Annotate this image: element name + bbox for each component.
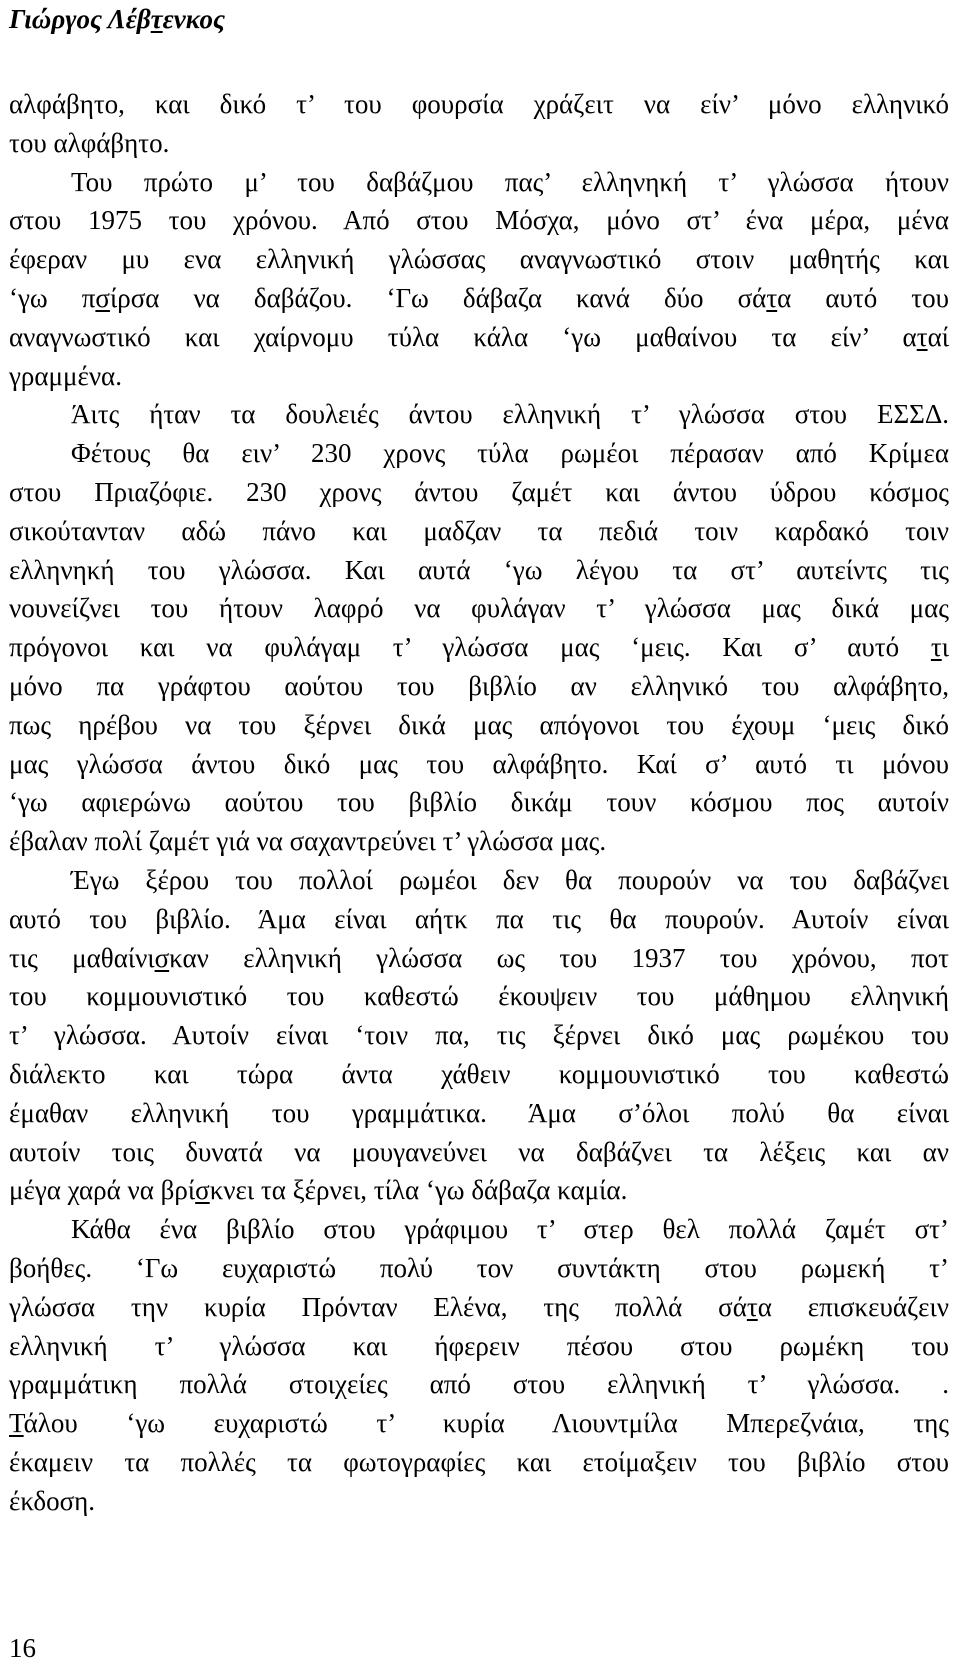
text-segment: άλου ‘γω ευχαριστώ τ’ κυρία Λιουντμίλα Μπερεζνάια, της bbox=[23, 1408, 949, 1439]
text-line bbox=[9, 318, 949, 357]
text-segment: αίρνομυ τύλα κάλα ‘γω μαθαίνου τα είν’ α bbox=[265, 321, 917, 352]
text-line: Κάθα ένα βιβλίο στου γράφιμου τ’ στερ θελ πολλά ζαμέτ στ’ bbox=[71, 1214, 949, 1245]
text-line: μόνο πα γράφτου αούτου του βιβλίο αν ελληνικό του αλφάβητο, bbox=[9, 670, 949, 701]
text-line: έφεραν μυ ενα ελληνική γλώσσας αναγνωστικό στοιν μαθητής και bbox=[9, 244, 949, 275]
text-line: ελληνηκή του γλώσσα. Και αυτά ‘γω λέγου τα στ’ αυτείντς τις bbox=[9, 554, 949, 585]
text-segment: ίρσα να δαβάζου. ‘Γω δάβαζα κανά δύο σά bbox=[109, 282, 767, 313]
text-line: έβαλαν πολί ζαμέτ γιά να σαχαντρεύνει τ’ γλώσσα μας. bbox=[9, 826, 607, 857]
underlined-letter: σ bbox=[154, 942, 170, 973]
author-name-underlined-letter: τ bbox=[150, 4, 163, 34]
text-segment: α αυτό του bbox=[777, 282, 950, 313]
text-line: νουνείζνει του ήτουν λαφρό να φυλάγαν τ’ γλώσσα μας δικά μας bbox=[9, 593, 949, 624]
underlined-letter: τ bbox=[746, 1291, 758, 1322]
text-line bbox=[9, 279, 949, 318]
text-line: στου 1975 του χρόνου. Από στου Μόσχα, μόνο στ’ ένα μέρα, μένα bbox=[9, 205, 949, 236]
text-segment: τις μαθαίνι bbox=[9, 942, 155, 973]
text-line: διάλεκτο και τώρα άντα χάθειν κομμουνιστικό του καθεστώ bbox=[9, 1058, 949, 1089]
text-segment: κνει τα ξέρνει, τίλα ‘γω δάβαζα καμία. bbox=[209, 1175, 628, 1206]
text-line bbox=[9, 939, 949, 978]
text-line: Άιτς ήταν τα δουλειές άντου ελληνική τ’ γλώσσα στου ΕΣΣΔ. bbox=[71, 399, 949, 430]
author-name-part: ενκος bbox=[162, 4, 226, 34]
text-line: γραμμένα. bbox=[9, 360, 122, 391]
text-line: ‘γω αφιερώνω αούτου του βιβλίο δικάμ τουν κόσμου πος αυτοίν bbox=[9, 787, 949, 818]
running-header-author bbox=[9, 2, 225, 36]
underlined-letter: τ bbox=[930, 632, 942, 663]
text-line: τ’ γλώσσα. Αυτοίν είναι ‘τοιν πα, τις ξέρνει δικό μας ρωμέκου του bbox=[9, 1020, 949, 1051]
text-line: Έγω ξέρου του πολλοί ρωμέοι δεν θα πουρούν να του δαβάζνει bbox=[71, 864, 949, 895]
text-line: σικούτανταν αδώ πάνο και μαδζαν τα πεδιά τοιν καρδακό τοιν bbox=[9, 515, 949, 546]
text-line: μας γλώσσα άντου δικό μας του αλφάβητο. Καί σ’ αυτό τι μόνου bbox=[9, 748, 949, 779]
text-line bbox=[9, 1288, 949, 1327]
text-line: ελληνική τ’ γλώσσα και ήφερειν πέσου στου ρωμέκη του bbox=[9, 1330, 949, 1361]
text-line: έκαμειν τα πολλές τα φωτογραφίες και ετοίμαξειν του βιβλίο στου bbox=[9, 1446, 949, 1477]
text-line: έκδοση. bbox=[9, 1485, 95, 1516]
author-name-part: Γιώργος Λέβ bbox=[9, 4, 151, 34]
text-segment: πρόγονοι και να φυλάγαμ τ’ γλώσσα μας ‘μεις. Και σ’ αυτό bbox=[9, 632, 931, 663]
text-line: πως ηρέβου να του ξέρνει δικά μας απόγονοι του έχουμ ‘μεις δικό bbox=[9, 709, 949, 740]
text-line: στου Πριαζόφιε. 230 χρονς άντου ζαμέτ και άντου ύδρου κόσμος bbox=[9, 476, 949, 507]
text-line: αλφάβητο, και δικό τ’ του φουρσία χράζειτ να είν’ μόνο ελληνικό bbox=[9, 89, 949, 119]
underlined-letter: τ bbox=[916, 321, 928, 352]
text-line: του κομμουνιστικό του καθεστώ έκουψειν του μάθημου ελληνική bbox=[9, 981, 949, 1012]
page-number: 16 bbox=[9, 1633, 36, 1663]
text-segment: καν ελληνική γλώσσα ως του 1937 του χρόνου, ποτ bbox=[169, 942, 949, 973]
body-text bbox=[9, 85, 949, 1520]
text-segment: γλώσσα την κυρία Πρόνταν Ελένα, της πολλά σά bbox=[9, 1291, 747, 1322]
text-line: αυτοίν τοις δυνατά να μουγανεύνει να δαβάζνει τα λέξεις και αν bbox=[9, 1136, 949, 1167]
underlined-letter: χ bbox=[253, 321, 266, 352]
underlined-letter: Τ bbox=[9, 1408, 24, 1439]
text-segment: αί bbox=[927, 321, 949, 352]
underlined-letter: τ bbox=[766, 282, 778, 313]
text-segment: μέγα χαρά να βρί bbox=[9, 1175, 196, 1206]
underlined-letter: σ bbox=[195, 1175, 210, 1206]
text-line: βοήθες. ‘Γω ευχαριστώ πολύ τον συντάκτη στου ρωμεκή τ’ bbox=[9, 1252, 949, 1283]
text-line bbox=[9, 1171, 949, 1210]
text-line: γραμμάτικη πολλά στοιχείες από στου ελληνική τ’ γλώσσα. . bbox=[9, 1369, 949, 1400]
text-segment: α επισκευάζειν bbox=[757, 1291, 949, 1322]
text-line: έμαθαν ελληνική του γραμμάτικα. Άμα σ’όλοι πολύ θα είναι bbox=[9, 1097, 949, 1128]
text-line bbox=[9, 628, 949, 667]
text-segment: ι bbox=[941, 632, 949, 663]
text-segment: ‘γω π bbox=[9, 282, 96, 313]
text-line: Φέτους θα ειν’ 230 χρονς τύλα ρωμέοι πέρασαν από Κρίμεα bbox=[71, 438, 949, 469]
text-line bbox=[9, 1404, 949, 1443]
text-line: του αλφάβητο. bbox=[9, 127, 170, 158]
text-line: αυτό του βιβλίο. Άμα είναι αήτκ πα τις θα πουρούν. Αυτοίν είναι bbox=[9, 903, 949, 934]
text-line: Του πρώτο μ’ του δαβάζμου πας’ ελληνηκή τ’ γλώσσα ήτουν bbox=[71, 166, 949, 197]
text-segment: αναγνωστικό και bbox=[9, 321, 254, 352]
underlined-letter: σ bbox=[95, 282, 110, 313]
